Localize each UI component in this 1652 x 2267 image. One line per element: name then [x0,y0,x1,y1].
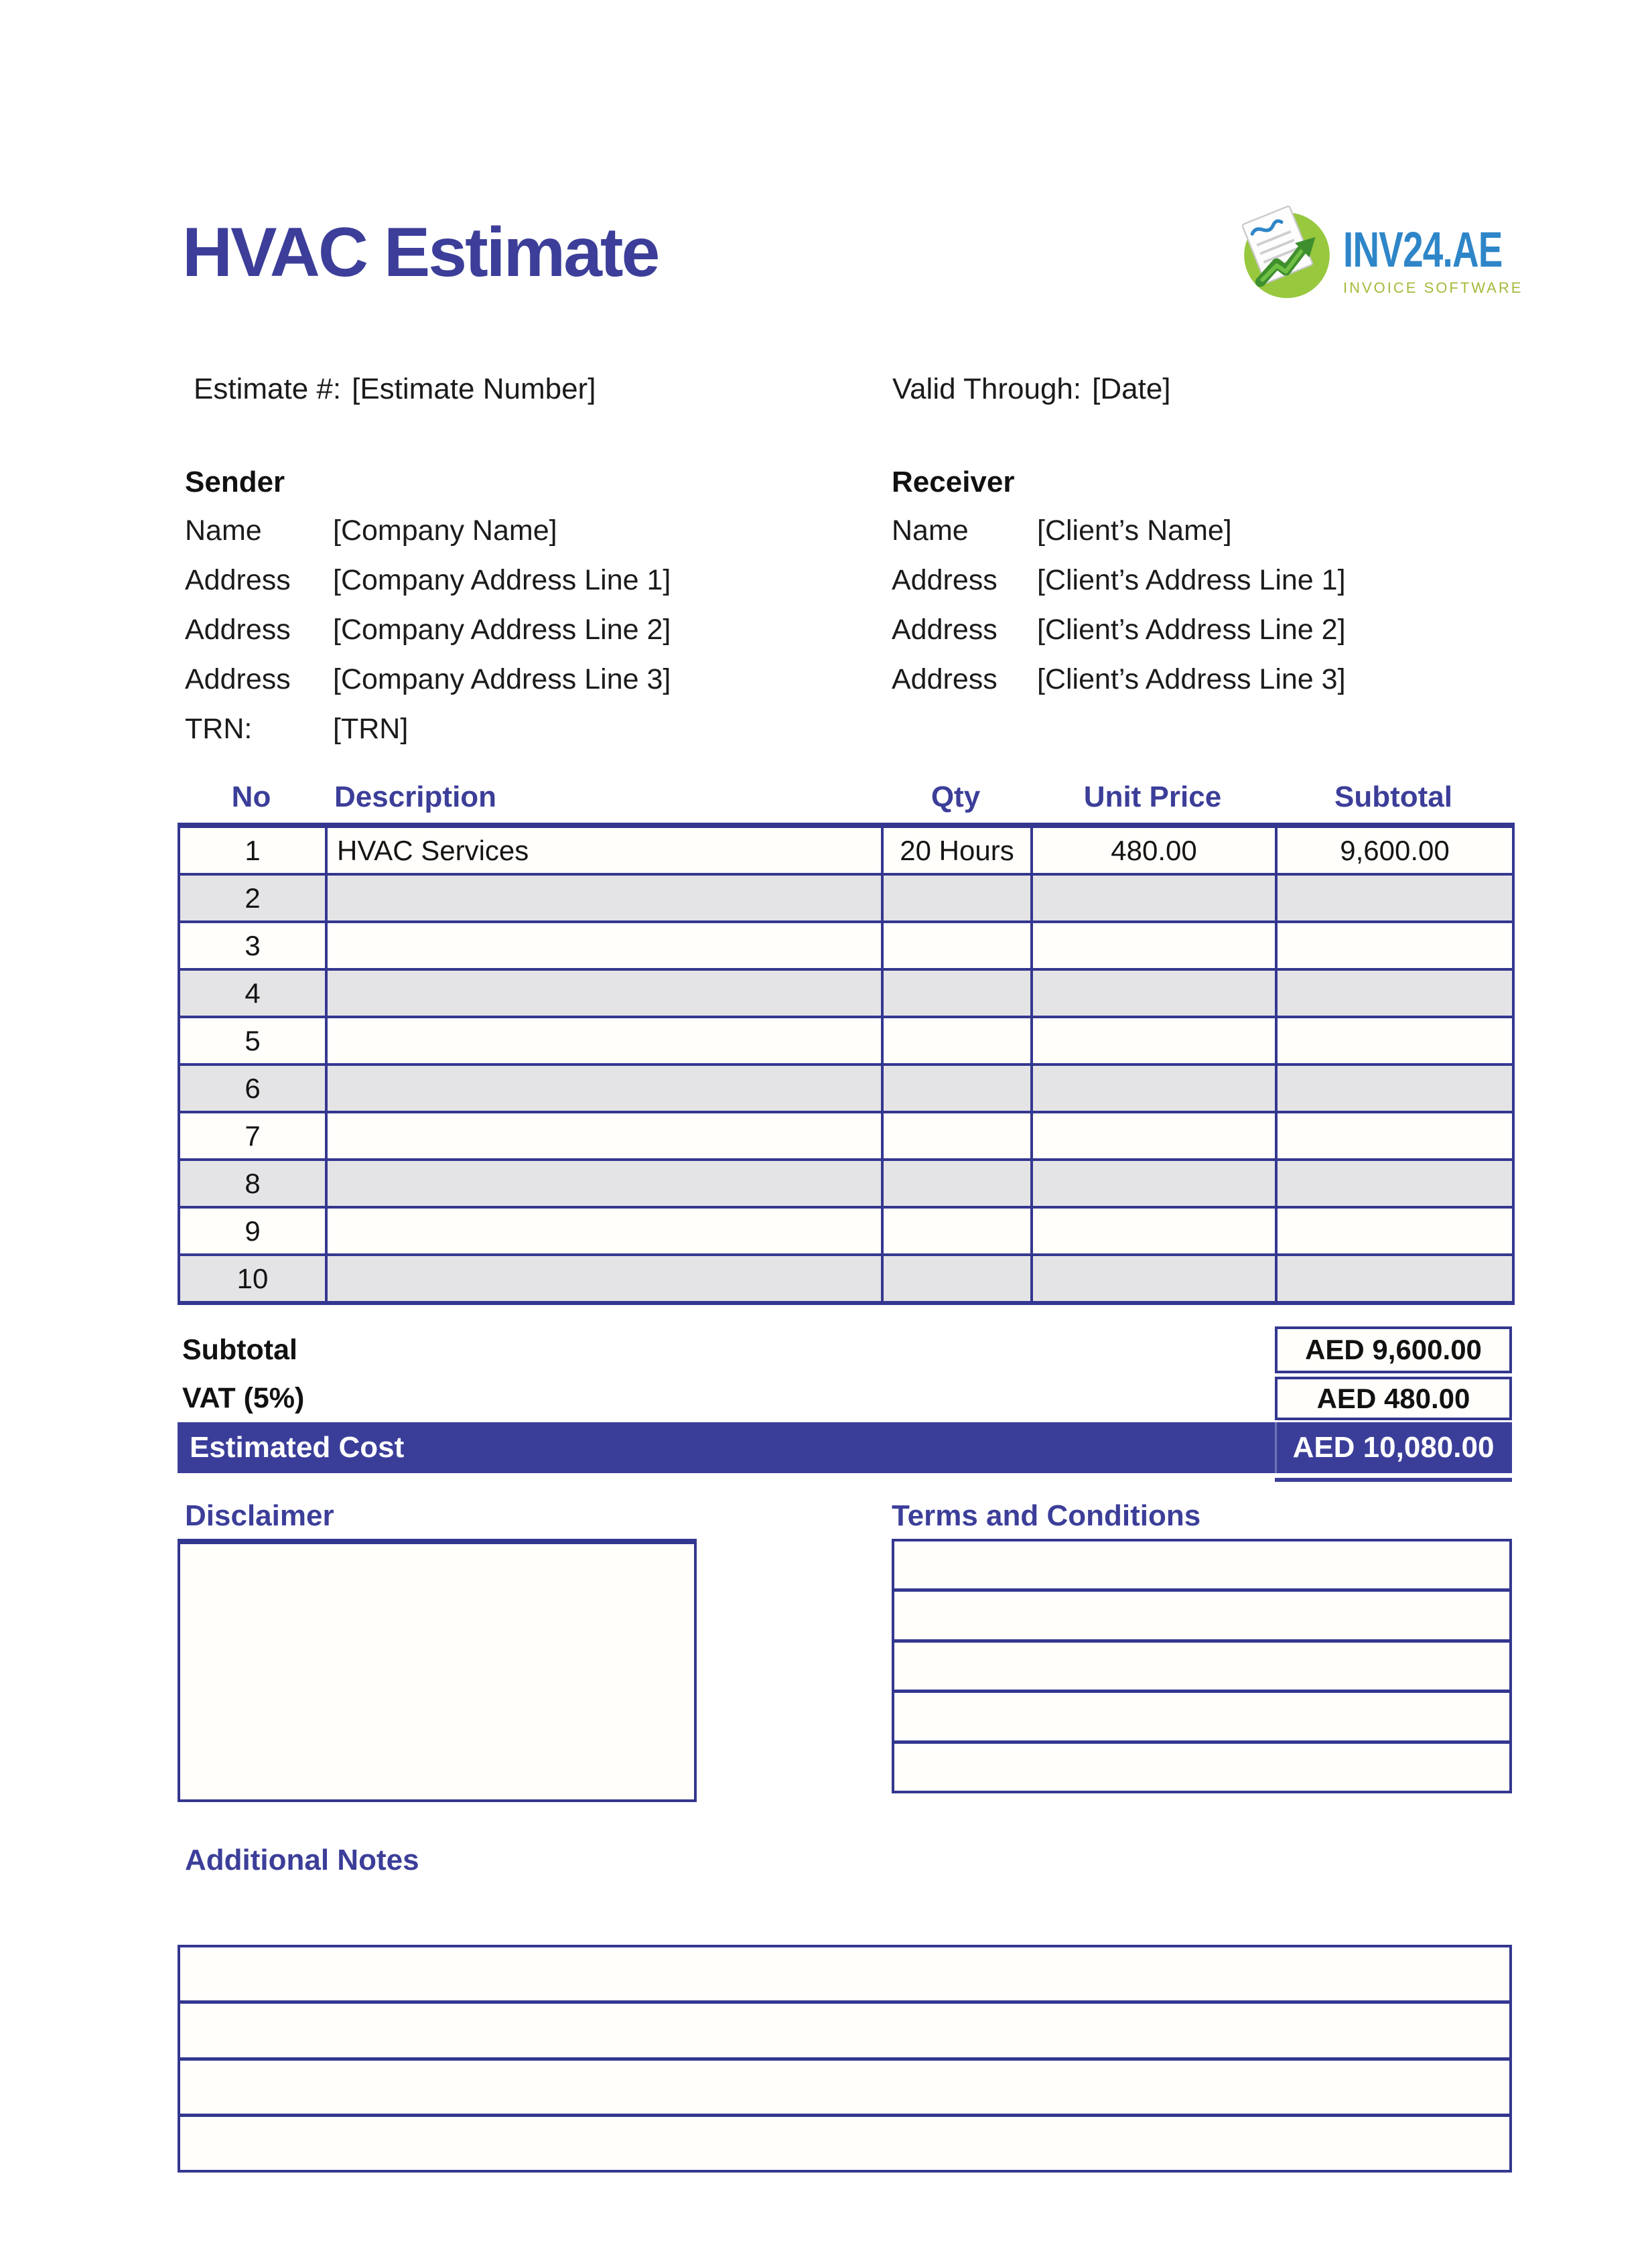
terms-blank-row [894,1643,1509,1693]
item-qty-cell [882,1112,1032,1160]
sender-row [185,713,409,746]
item-unit-price-cell [1032,874,1276,922]
terms-blank-row [894,1693,1509,1743]
receiver-heading: Receiver [892,466,1015,498]
disclaimer-box [178,1539,697,1802]
sender-heading: Sender [185,466,285,498]
table-row [179,1017,1513,1064]
item-qty-cell [882,1255,1032,1303]
party-row-label: Address [892,564,997,596]
items-header-no: No [231,780,271,813]
party-row-value: [Company Name] [333,514,557,547]
item-description-cell [326,1017,882,1064]
item-qty-cell [882,1160,1032,1207]
item-unit-price-cell [1032,1064,1276,1112]
item-no-cell: 1 [179,825,326,874]
item-unit-price-cell [1032,1112,1276,1160]
items-header-subtotal: Subtotal [1334,780,1452,813]
table-row [179,1064,1513,1112]
item-no-cell: 2 [179,874,326,922]
party-row-label: Name [892,514,969,547]
receiver-row [892,663,1346,696]
terms-blank-row [894,1541,1509,1592]
item-no-cell: 7 [179,1112,326,1160]
table-row [179,1255,1513,1303]
estimate-number-line [194,372,596,406]
logo-tagline: INVOICE SOFTWARE [1343,279,1523,296]
item-subtotal-cell [1276,1064,1513,1112]
notes-box [178,1945,1512,2173]
subtotal-value-box: AED 9,600.00 [1275,1326,1512,1373]
page-title: HVAC Estimate [182,214,659,291]
party-row-value: [Company Address Line 2] [333,614,671,646]
item-subtotal-cell [1276,969,1513,1017]
items-table [178,823,1515,1305]
terms-box [892,1539,1512,1793]
party-row-label: Address [892,663,997,695]
party-row-label: Name [185,514,262,547]
table-row [179,1207,1513,1255]
item-unit-price-cell [1032,1017,1276,1064]
notes-blank-row [180,2004,1509,2060]
estimate-number-label: Estimate #: [194,372,342,405]
item-unit-price-cell [1032,1160,1276,1207]
logo-brand-text: INV24.AE [1343,222,1503,277]
item-unit-price-cell [1032,1255,1276,1303]
party-row-value: [Company Address Line 1] [333,564,671,596]
sender-row [185,663,671,696]
item-qty-cell: 20 Hours [882,825,1032,874]
item-subtotal-cell [1276,1160,1513,1207]
sender-row [185,514,557,547]
table-row [179,874,1513,922]
notes-heading: Additional Notes [185,1844,419,1876]
vat-label: VAT (5%) [182,1382,305,1414]
brand-logo [1236,198,1558,300]
item-subtotal-cell: 9,600.00 [1276,825,1513,874]
item-description-cell [326,1207,882,1255]
party-row-value: [Company Address Line 3] [333,663,671,695]
estimated-cost-bar [178,1422,1512,1473]
logo-text-block [1343,198,1558,297]
items-header-description: Description [334,780,497,813]
party-row-value: [Client’s Address Line 2] [1037,614,1346,646]
table-row [179,922,1513,969]
item-no-cell: 8 [179,1160,326,1207]
party-row-label: Address [185,564,291,596]
items-table-header [178,779,1512,815]
subtotal-label: Subtotal [182,1333,297,1366]
item-unit-price-cell [1032,969,1276,1017]
estimated-cost-value: AED 10,080.00 [1292,1431,1495,1464]
vat-value-box: AED 480.00 [1275,1377,1512,1420]
item-description-cell [326,1160,882,1207]
items-header-unit-price: Unit Price [1083,780,1222,813]
item-description-cell [326,1112,882,1160]
sender-row [185,614,671,646]
item-description-cell [326,922,882,969]
notes-blank-row [180,2061,1509,2117]
party-row-label: TRN: [185,713,253,745]
item-no-cell: 6 [179,1064,326,1112]
party-row-label: Address [185,614,291,646]
table-row [179,1160,1513,1207]
item-qty-cell [882,969,1032,1017]
party-row-value: [Client’s Name] [1037,514,1232,547]
item-qty-cell [882,1064,1032,1112]
terms-blank-row [894,1744,1509,1791]
terms-blank-row [894,1592,1509,1642]
receiver-row [892,614,1346,646]
item-subtotal-cell [1276,1017,1513,1064]
valid-through-line [892,372,1171,406]
item-description-cell [326,874,882,922]
item-no-cell: 5 [179,1017,326,1064]
item-description-cell [326,1064,882,1112]
party-row-value: [Client’s Address Line 3] [1037,663,1346,695]
item-no-cell: 3 [179,922,326,969]
notes-blank-row [180,2117,1509,2170]
item-subtotal-cell [1276,1112,1513,1160]
sender-row [185,564,671,597]
item-description-cell [326,1255,882,1303]
bar-underline-strip [1275,1478,1512,1482]
item-unit-price-cell [1032,922,1276,969]
item-qty-cell [882,1207,1032,1255]
table-row [179,1112,1513,1160]
item-qty-cell [882,874,1032,922]
item-unit-price-cell: 480.00 [1032,825,1276,874]
item-description-cell: HVAC Services [326,825,882,874]
table-row [179,969,1513,1017]
estimated-cost-label: Estimated Cost [190,1431,405,1464]
estimate-number-value: [Estimate Number] [352,372,596,405]
item-qty-cell [882,1017,1032,1064]
item-no-cell: 4 [179,969,326,1017]
terms-heading: Terms and Conditions [892,1499,1201,1532]
item-subtotal-cell [1276,1255,1513,1303]
item-subtotal-cell [1276,874,1513,922]
party-row-label: Address [892,614,997,646]
item-no-cell: 9 [179,1207,326,1255]
receiver-row [892,564,1346,597]
notes-blank-row [180,1947,1509,2004]
receiver-row [892,514,1232,547]
item-subtotal-cell [1276,1207,1513,1255]
valid-through-label: Valid Through: [892,372,1082,405]
item-qty-cell [882,922,1032,969]
disclaimer-heading: Disclaimer [185,1499,334,1532]
valid-through-value: [Date] [1092,372,1171,405]
item-no-cell: 10 [179,1255,326,1303]
item-unit-price-cell [1032,1207,1276,1255]
items-header-qty: Qty [931,780,981,813]
party-row-label: Address [185,663,291,695]
item-subtotal-cell [1276,922,1513,969]
logo-mark-icon [1236,198,1338,300]
table-row [179,825,1513,874]
party-row-value: [TRN] [333,713,409,745]
item-description-cell [326,969,882,1017]
party-row-value: [Client’s Address Line 1] [1037,564,1346,596]
